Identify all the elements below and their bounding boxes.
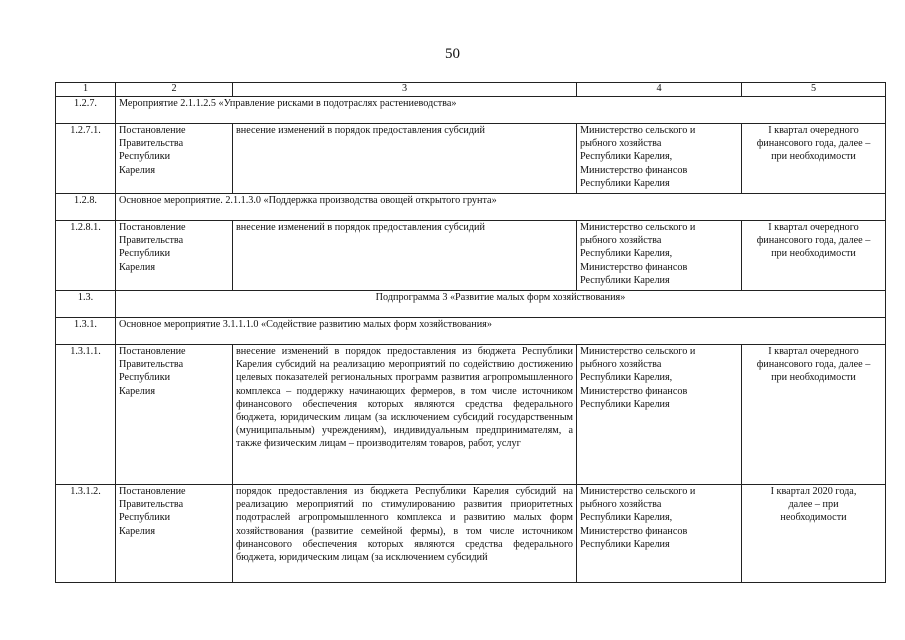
text-line: Министерство сельского и [580, 222, 696, 233]
measure-title: Мероприятие 2.1.1.2.5 «Управление рисками в подотраслях растениеводства» [116, 97, 886, 124]
deadline [742, 345, 886, 485]
measures-table [55, 82, 886, 583]
document-type [116, 221, 233, 291]
executor [577, 345, 742, 485]
text-line: Правительства [119, 359, 184, 371]
change-description: внесение изменений в порядок предоставления субсидий [233, 124, 577, 194]
deadline [742, 485, 886, 583]
row-number: 1.3.1.2. [56, 485, 116, 583]
text-line: Министерство сельского и [580, 486, 696, 497]
header-cell: 1 [56, 83, 116, 97]
table-row [56, 291, 886, 318]
table-row [56, 194, 886, 221]
row-number: 1.3. [56, 291, 116, 318]
row-number: 1.3.1. [56, 318, 116, 345]
text-line: при необходимости [771, 151, 856, 163]
document-type [116, 485, 233, 583]
text-line: Министерство финансов [580, 525, 688, 537]
table-row [56, 124, 886, 194]
row-number: 1.2.8.1. [56, 221, 116, 291]
text-line: необходимости [780, 512, 847, 524]
text-line: Карелия [119, 261, 156, 273]
text-line: Правительства [119, 235, 184, 247]
change-description: внесение изменений в порядок предоставления субсидий [233, 221, 577, 291]
text-line: Республики Карелия, [580, 372, 673, 384]
text-line: Республики [119, 151, 171, 163]
text-line: Министерство финансов [580, 261, 688, 273]
executor [577, 485, 742, 583]
document-type [116, 345, 233, 485]
text-line: Республики Карелия, [580, 151, 673, 163]
table-row [56, 221, 886, 291]
text-line: Республики Карелия, [580, 512, 673, 524]
text-line: Карелия [119, 164, 156, 176]
row-number: 1.3.1.1. [56, 345, 116, 485]
text-line: Постановление [119, 125, 186, 136]
deadline [742, 124, 886, 194]
text-line: I квартал очередного [768, 222, 859, 233]
text-line: Республики [119, 512, 171, 524]
table-header-row [56, 83, 886, 97]
text-line: Министерство сельского и [580, 346, 696, 357]
executor [577, 221, 742, 291]
text-line: Республики Карелия [580, 538, 670, 550]
text-line: Постановление [119, 346, 186, 357]
text-line: Республики Карелия [580, 274, 670, 286]
text-line: рыбного хозяйства [580, 138, 662, 150]
text-line: Республики [119, 372, 171, 384]
text-line: Министерство финансов [580, 385, 688, 397]
text-line: Республики [119, 248, 171, 260]
text-line: Постановление [119, 486, 186, 497]
text-line: Министерство финансов [580, 164, 688, 176]
row-number: 1.2.7.1. [56, 124, 116, 194]
row-number: 1.2.7. [56, 97, 116, 124]
text-line: рыбного хозяйства [580, 499, 662, 511]
text-line: Республики Карелия, [580, 248, 673, 260]
text-line: Постановление [119, 222, 186, 233]
text-line: Правительства [119, 499, 184, 511]
table-row [56, 97, 886, 124]
header-cell: 5 [742, 83, 886, 97]
measure-title: Основное мероприятие 3.1.1.1.0 «Содействие развитию малых форм хозяйствования» [116, 318, 886, 345]
deadline [742, 221, 886, 291]
table-row [56, 485, 886, 583]
text-line: финансового года, далее – [756, 235, 871, 247]
measure-title: Основное мероприятие. 2.1.1.3.0 «Поддержка производства овощей открытого грунта» [116, 194, 886, 221]
change-description: порядок предоставления из бюджета Республики Карелия субсидий на реализацию мероприятий по стимулированию развития приоритетных подотраслей агропромышленного комплекса и развитию малых форм хозяйствования (развитие семейной фермы), в том числе источником финансового обеспечения которых являются средства федерального бюджета, юридическим лицам (за исключением субсидий [233, 485, 577, 583]
text-line: I квартал очередного [768, 346, 859, 357]
executor [577, 124, 742, 194]
header-cell: 3 [233, 83, 577, 97]
text-line: финансового года, далее – [756, 359, 871, 371]
text-line: I квартал очередного [768, 125, 859, 136]
header-cell: 4 [577, 83, 742, 97]
text-line: Карелия [119, 385, 156, 397]
change-description: внесение изменений в порядок предоставления из бюджета Республики Карелия субсидий на реализацию мероприятий по содействию достижению целевых показателей региональных программ развития агропромышленного комплекса – поддержку начинающих фермеров, в том числе источником финансового обеспечения которых являются средства федерального бюджета, юридическим лицам (за исключением субсидий государственным (муниципальным) учреждениям), индивидуальным предпринимателям, а также физическим лицам – производителям товаров, работ, услуг [233, 345, 577, 485]
text-line: финансового года, далее – [756, 138, 871, 150]
text-line: рыбного хозяйства [580, 235, 662, 247]
subprogram-title: Подпрограмма 3 «Развитие малых форм хозяйствования» [116, 291, 886, 318]
text-line: далее – при [788, 499, 839, 511]
text-line: Карелия [119, 525, 156, 537]
text-line: Министерство сельского и [580, 125, 696, 136]
text-line: Республики Карелия [580, 398, 670, 410]
page-number: 50 [445, 46, 460, 62]
text-line: при необходимости [771, 248, 856, 260]
text-line: при необходимости [771, 372, 856, 384]
text-line: Республики Карелия [580, 177, 670, 189]
table-row [56, 318, 886, 345]
text-line: Правительства [119, 138, 184, 150]
header-cell: 2 [116, 83, 233, 97]
text-line: I квартал 2020 года, [770, 486, 857, 497]
text-line: рыбного хозяйства [580, 359, 662, 371]
table-row [56, 345, 886, 485]
row-number: 1.2.8. [56, 194, 116, 221]
document-type [116, 124, 233, 194]
